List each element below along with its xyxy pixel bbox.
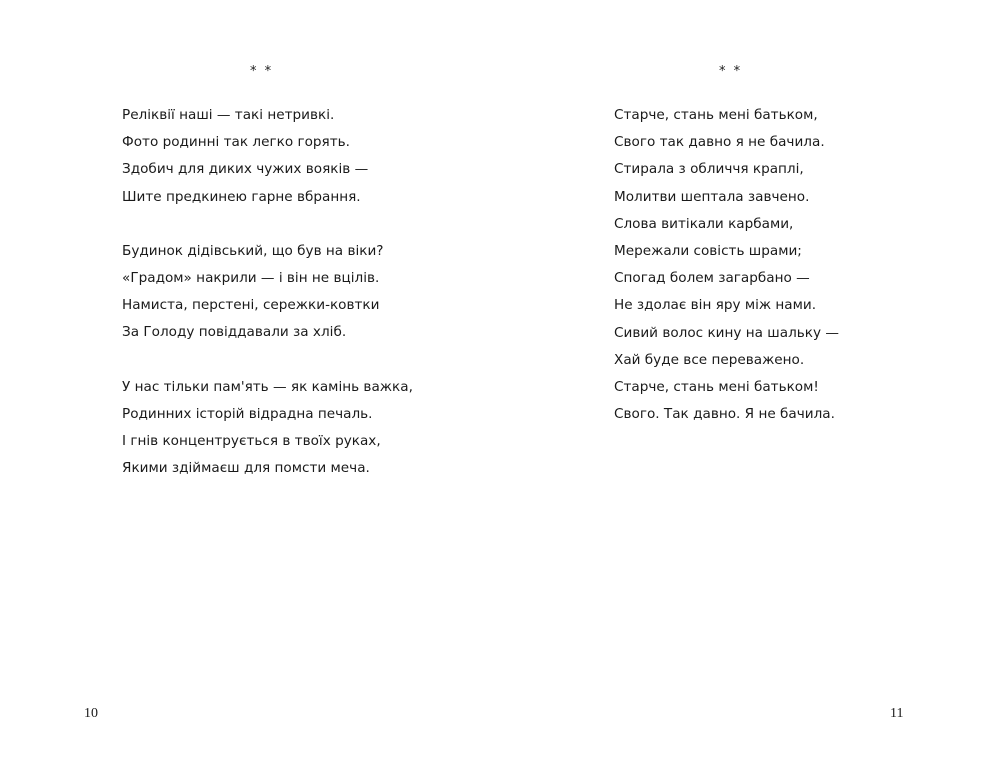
poem-line: І гнів концентрується в твоїх руках, [122,432,381,449]
poem-line: Свого. Так давно. Я не бачила. [614,406,835,423]
poem-line: Мережали совість шрами; [614,242,802,259]
poem-line: Фото родинні так легко горять. [122,134,350,151]
page-number: 10 [84,706,98,721]
poem-line: Слова витікали карбами, [614,215,794,232]
stanza [122,374,413,483]
poem-line: Спогад болем загарбано — [614,270,810,287]
poem-line: Сивий волос кину на шальку — [614,324,839,341]
right-page [494,0,988,768]
poem-line: Якими здіймаєш для помсти меча. [122,460,370,477]
poem-line: Молитви шептала завчено. [614,188,810,205]
poem-line: Старче, стань мені батьком, [614,107,818,123]
poem-line: Здобич для диких чужих вояків — [122,161,369,178]
poem [122,102,413,509]
poem-line: Намиста, перстені, сережки-ковтки [122,297,380,314]
poem-line: Хай буде все переважено. [614,351,805,368]
poem-line: Не здолає він яру між нами. [614,297,817,314]
poem-line: Старче, стань мені батьком! [614,378,819,395]
poem-line: Реліквії наші — такі нетривкі. [122,107,335,123]
poem-line: Родинних історій відрадна печаль. [122,405,373,422]
stanza [122,238,413,347]
page-number: 11 [890,706,904,721]
poem-line: Стирала з обличчя краплі, [614,161,804,178]
section-mark: * * [719,64,743,79]
poem-line: Будинок дідівський, що був на віки? [122,242,384,259]
section-mark: * * [250,64,274,79]
poem-line: Шите предкинею гарне вбрання. [122,188,361,205]
stanza [122,102,413,211]
poem [614,102,839,455]
poem-line: За Голоду повіддавали за хліб. [122,324,347,341]
poem-line: «Градом» накрили — і він не вцілів. [122,269,380,286]
poem-line: У нас тільки пам'ять — як камінь важка, [122,378,413,395]
stanza [614,102,839,428]
poem-line: Свого так давно я не бачила. [614,134,825,151]
